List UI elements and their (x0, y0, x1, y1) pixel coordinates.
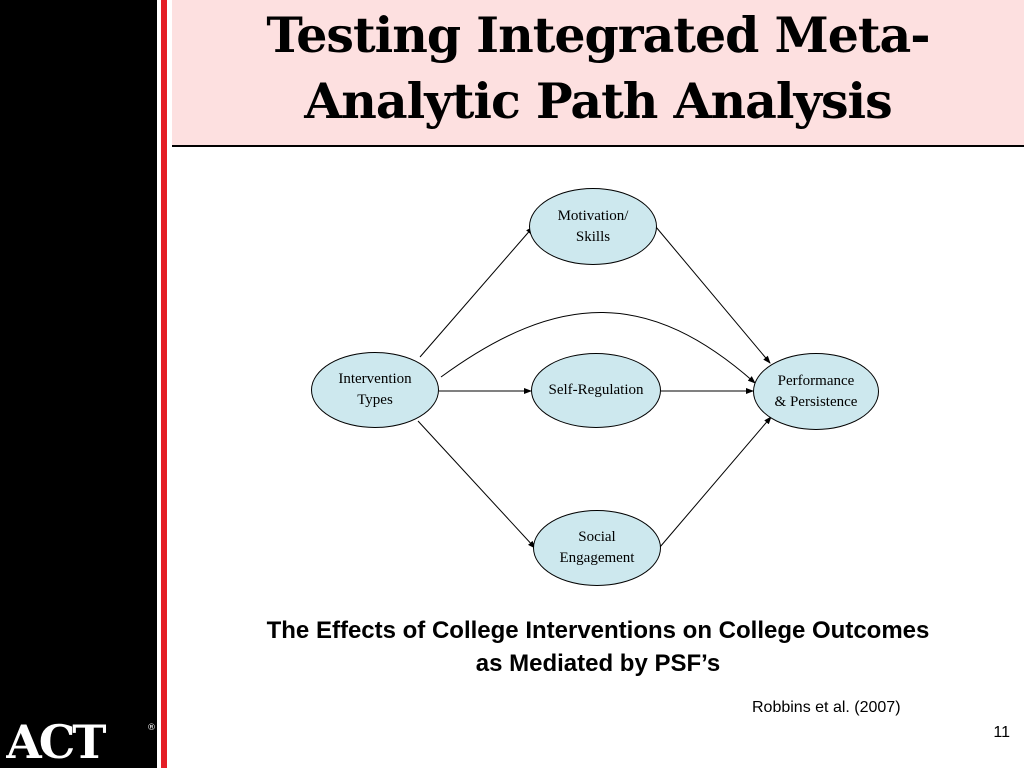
node-social-engagement (533, 510, 661, 586)
node-social-line-2: Engagement (559, 550, 635, 566)
caption-line-1: The Effects of College Interventions on College Outcomes (266, 617, 930, 644)
act-logo-registered: ® (147, 723, 156, 733)
node-intervention-line-1: Intervention (338, 371, 412, 387)
title-line-1: Testing Integrated Meta- (266, 6, 930, 64)
caption-line-2: as Mediated by PSF’s (475, 650, 721, 677)
node-performance-line-1: Performance (777, 372, 855, 389)
edge-intervention-to-social (418, 421, 535, 548)
act-logo (6, 716, 156, 764)
node-motivation-line-1: Motivation/ (557, 207, 629, 224)
node-motivation-skills (529, 188, 657, 265)
node-self-regulation (531, 353, 661, 428)
node-motivation-line-2: Skills (575, 228, 611, 245)
diagram-caption (172, 614, 1024, 680)
node-intervention-line-2: Types (357, 392, 393, 408)
node-intervention-types (311, 352, 439, 428)
citation: Robbins et al. (2007) (752, 699, 901, 716)
node-performance-persistence (753, 353, 879, 430)
node-performance-line-2: & Persistence (774, 393, 858, 410)
edge-motivation-to-performance (656, 227, 770, 363)
edge-intervention-to-motivation (420, 227, 533, 357)
node-selfreg-line-1: Self-Regulation (548, 382, 644, 398)
node-social-line-1: Social (578, 529, 616, 545)
edge-social-to-performance (660, 417, 771, 547)
page-number: 11 (993, 724, 1010, 741)
title-line-2: Analytic Path Analysis (304, 72, 892, 130)
act-logo-text: ACT (6, 716, 104, 764)
